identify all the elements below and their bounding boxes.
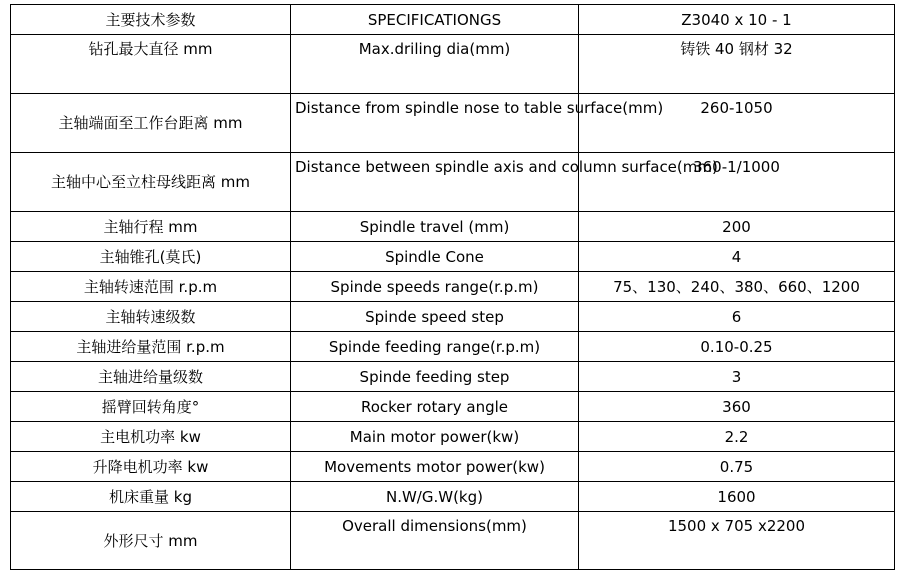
row-zh: 摇臂回转角度°: [11, 392, 291, 422]
row-en: N.W/G.W(kg): [291, 482, 579, 512]
row-value: 铸铁 40 钢材 32: [579, 35, 895, 94]
row-en: Movements motor power(kw): [291, 452, 579, 482]
row-zh: 升降电机功率 kw: [11, 452, 291, 482]
row-en: Max.driling dia(mm): [291, 35, 579, 94]
table-row: [11, 153, 895, 212]
row-en: Distance from spindle nose to table surface(mm): [291, 94, 579, 153]
row-en: Rocker rotary angle: [291, 392, 579, 422]
table-row: [11, 272, 895, 302]
table-row: [11, 242, 895, 272]
specifications-table: [10, 4, 895, 570]
row-en: Spindle Cone: [291, 242, 579, 272]
row-value: 0.75: [579, 452, 895, 482]
table-row: [11, 35, 895, 94]
table-row: [11, 452, 895, 482]
table-row: [11, 392, 895, 422]
table-row: [11, 332, 895, 362]
row-zh: 主轴中心至立柱母线距离 mm: [11, 153, 291, 212]
row-value: 360-1/1000: [579, 153, 895, 212]
row-zh: 主轴行程 mm: [11, 212, 291, 242]
table-row: [11, 212, 895, 242]
row-value: 4: [579, 242, 895, 272]
row-zh: 主轴进给量范围 r.p.m: [11, 332, 291, 362]
row-zh: 主电机功率 kw: [11, 422, 291, 452]
row-en: Spindle travel (mm): [291, 212, 579, 242]
table-row: [11, 422, 895, 452]
row-value: 0.10-0.25: [579, 332, 895, 362]
row-value: 200: [579, 212, 895, 242]
row-value: 2.2: [579, 422, 895, 452]
table-row: [11, 512, 895, 570]
row-en: Spinde speed step: [291, 302, 579, 332]
row-value: 75、130、240、380、660、1200: [579, 272, 895, 302]
header-en: SPECIFICATIONGS: [291, 5, 579, 35]
table-header-row: [11, 5, 895, 35]
row-zh: 主轴进给量级数: [11, 362, 291, 392]
row-zh: 外形尺寸 mm: [11, 512, 291, 570]
row-en: Spinde feeding range(r.p.m): [291, 332, 579, 362]
row-value: 1500 x 705 x2200: [579, 512, 895, 570]
row-zh: 机床重量 kg: [11, 482, 291, 512]
row-value: 1600: [579, 482, 895, 512]
table-row: [11, 94, 895, 153]
row-en: Overall dimensions(mm): [291, 512, 579, 570]
row-zh: 主轴转速级数: [11, 302, 291, 332]
row-en: Main motor power(kw): [291, 422, 579, 452]
row-value: 360: [579, 392, 895, 422]
row-en: Spinde speeds range(r.p.m): [291, 272, 579, 302]
table-row: [11, 482, 895, 512]
table-row: [11, 302, 895, 332]
header-zh: 主要技术参数: [11, 5, 291, 35]
row-zh: 钻孔最大直径 mm: [11, 35, 291, 94]
header-model: Z3040 x 10 - 1: [579, 5, 895, 35]
row-zh: 主轴端面至工作台距离 mm: [11, 94, 291, 153]
row-value: 6: [579, 302, 895, 332]
row-zh: 主轴转速范围 r.p.m: [11, 272, 291, 302]
table-row: [11, 362, 895, 392]
row-en: Distance between spindle axis and column surface(mm): [291, 153, 579, 212]
row-value: 3: [579, 362, 895, 392]
row-value: 260-1050: [579, 94, 895, 153]
row-zh: 主轴锥孔(莫氏): [11, 242, 291, 272]
row-en: Spinde feeding step: [291, 362, 579, 392]
